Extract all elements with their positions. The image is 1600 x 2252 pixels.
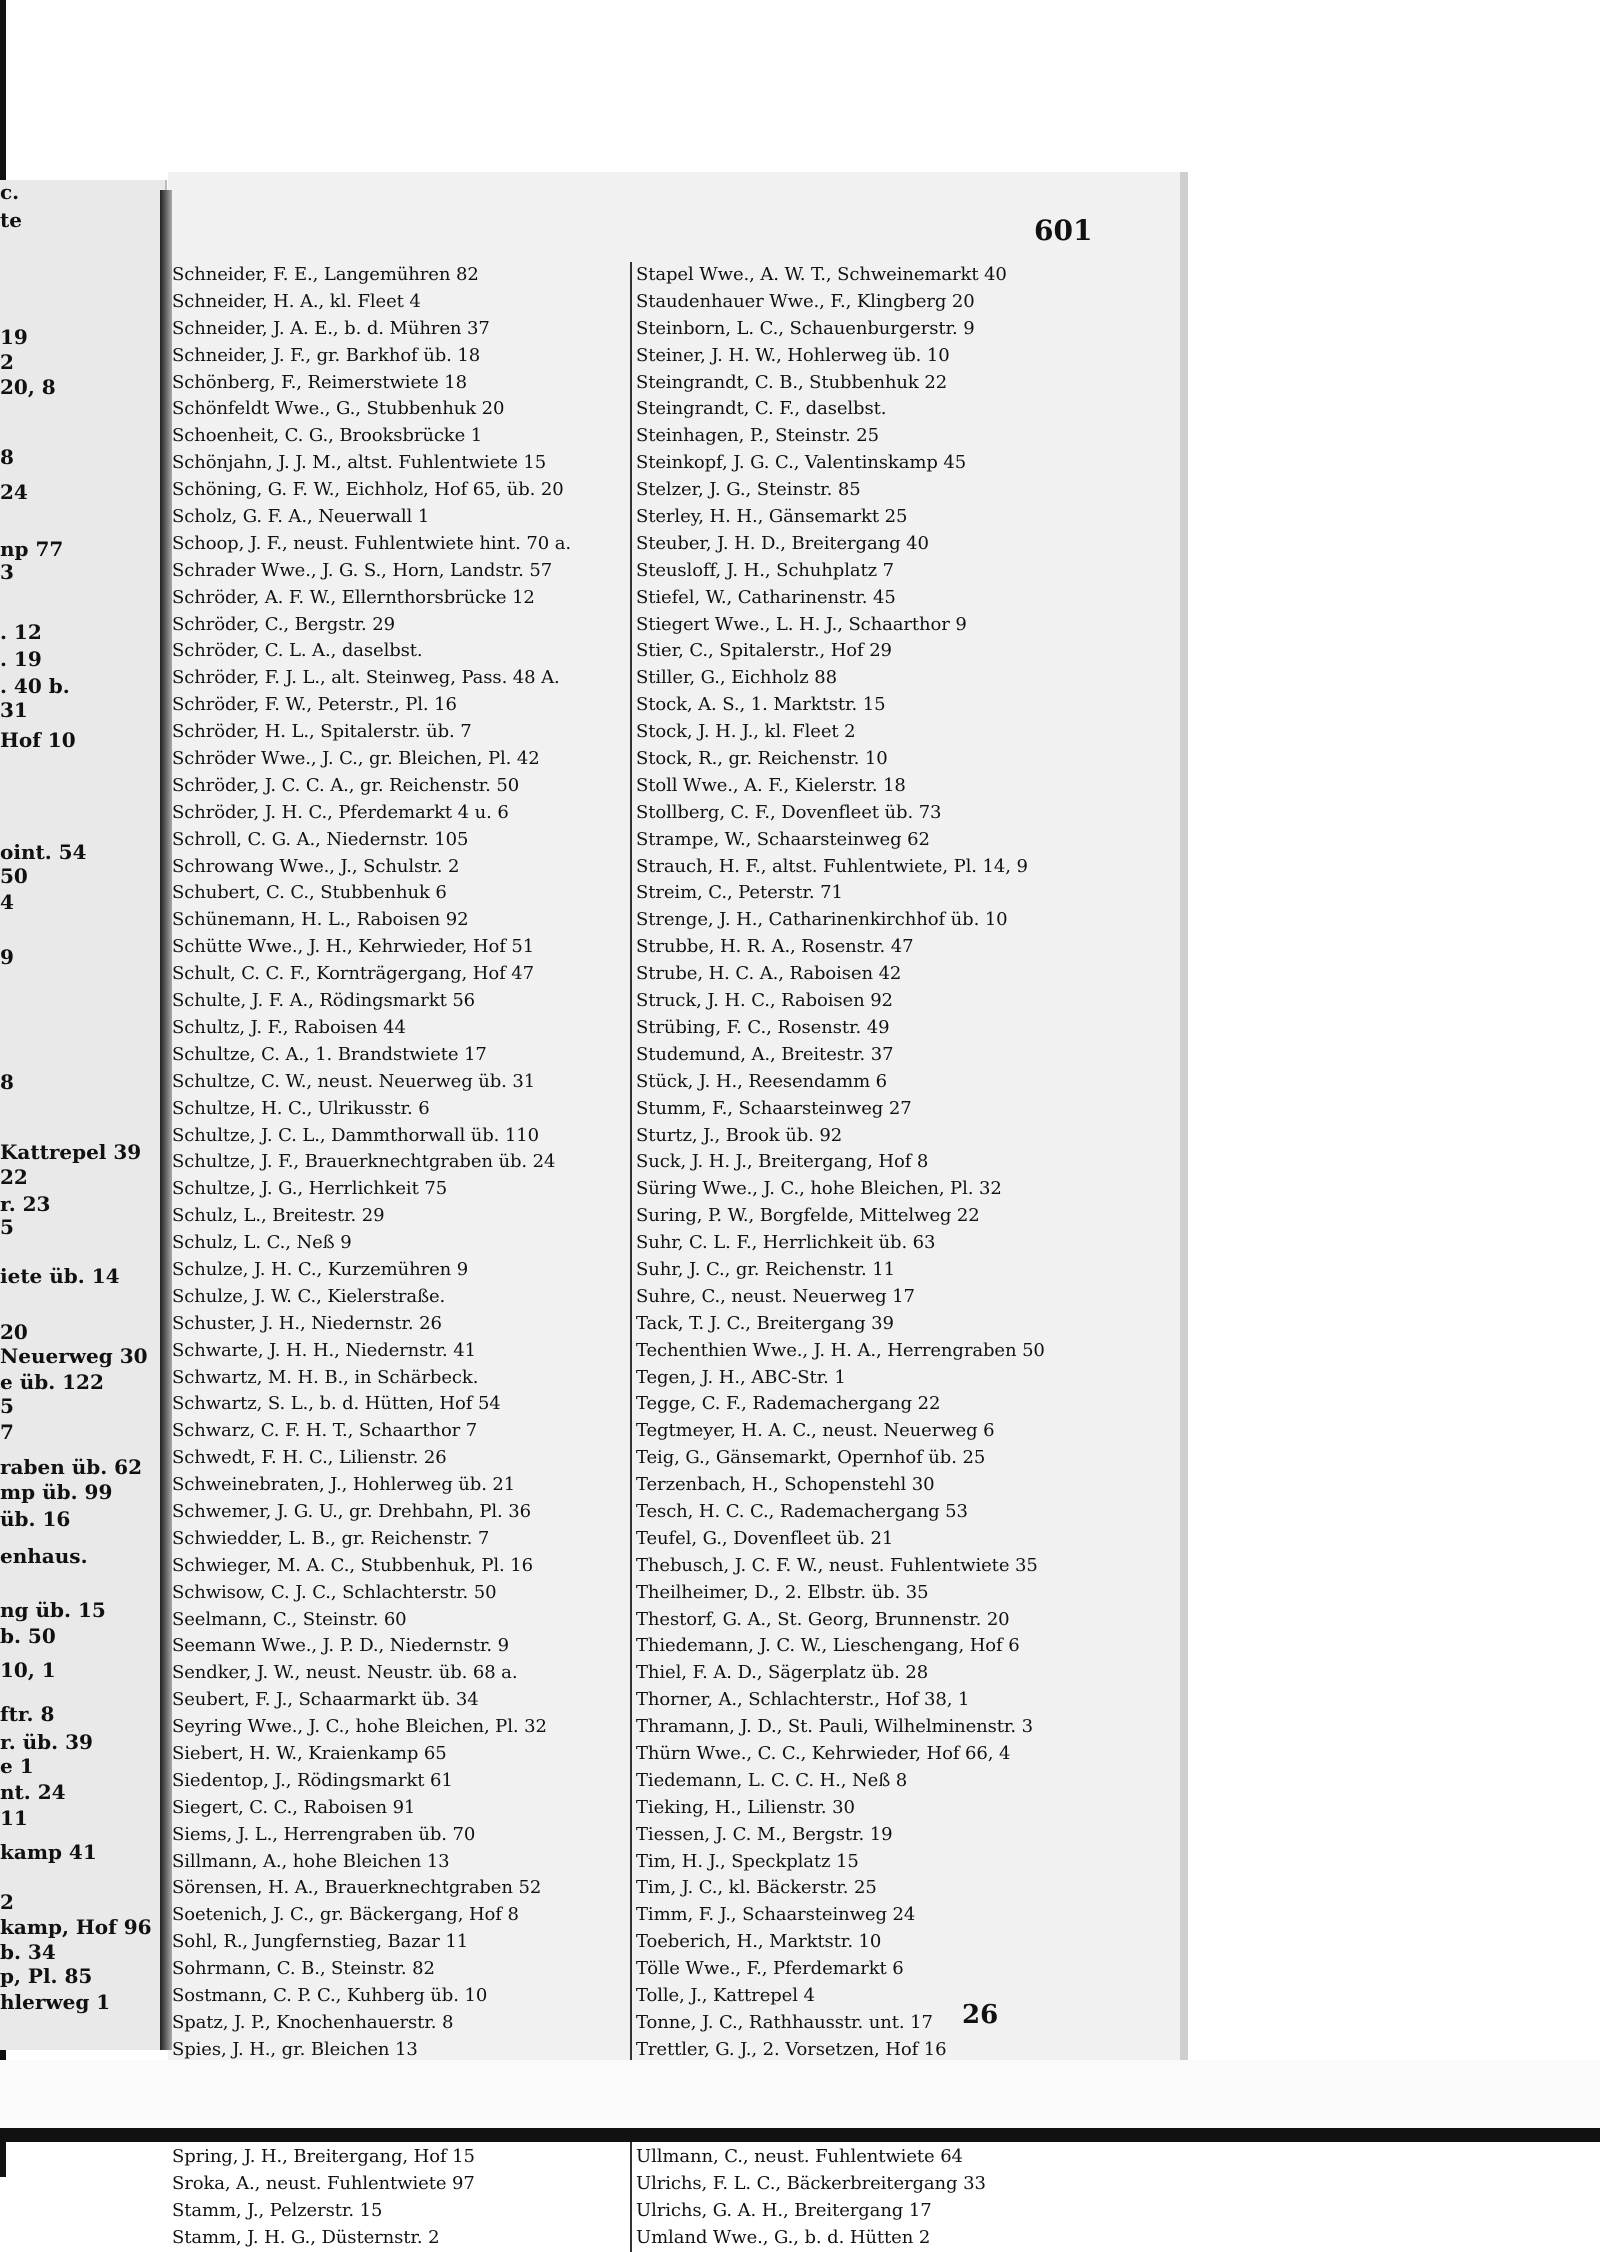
directory-entry: Schulte, J. F. A., Rödingsmarkt 56 — [172, 990, 476, 1012]
directory-entry: Ulrichs, F. L. C., Bäckerbreitergang 33 — [636, 2173, 986, 2195]
directory-entry: Sroka, A., neust. Fuhlentwiete 97 — [172, 2173, 475, 2195]
directory-entry: Schneider, J. F., gr. Barkhof üb. 18 — [172, 344, 481, 366]
directory-entry: Strenge, J. H., Catharinenkirchhof üb. 10 — [636, 909, 1008, 931]
left-page-text-fragment: 2 — [0, 1890, 14, 1914]
directory-entry: Spring, J. H., Breitergang, Hof 15 — [172, 2146, 475, 2168]
directory-entry: Steinkopf, J. G. C., Valentinskamp 45 — [636, 452, 967, 474]
left-page-text-fragment: üb. 16 — [0, 1507, 71, 1531]
directory-entry: Schrader Wwe., J. G. S., Horn, Landstr. 57 — [172, 559, 553, 581]
directory-entry: Steingrandt, C. B., Stubbenhuk 22 — [636, 371, 948, 393]
directory-entry: Tiedemann, L. C. C. H., Neß 8 — [636, 1769, 908, 1791]
directory-entry: Schubert, C. C., Stubbenhuk 6 — [172, 882, 447, 904]
left-page-text-fragment: 20 — [0, 1320, 28, 1344]
printer-signature: 26 — [962, 2000, 999, 2030]
left-page-text-fragment: hlerweg 1 — [0, 1990, 111, 2014]
directory-entry: Schröder, J. C. C. A., gr. Reichenstr. 50 — [172, 774, 520, 796]
left-page-text-fragment: . 19 — [0, 647, 42, 671]
directory-entry: Schönjahn, J. J. M., altst. Fuhlentwiete 15 — [172, 452, 547, 474]
directory-entry: Steusloff, J. H., Schuhplatz 7 — [636, 559, 894, 581]
directory-entry: Schünemann, H. L., Raboisen 92 — [172, 909, 469, 931]
left-page-text-fragment: kamp 41 — [0, 1840, 97, 1864]
directory-entry: Tim, H. J., Speckplatz 15 — [636, 1850, 859, 1872]
directory-entry: Teig, G., Gänsemarkt, Opernhof üb. 25 — [636, 1447, 986, 1469]
left-page-text-fragment: e 1 — [0, 1754, 34, 1778]
left-page-text-fragment: 4 — [0, 890, 14, 914]
directory-entry: Schönberg, F., Reimerstwiete 18 — [172, 371, 468, 393]
left-page-text-fragment: b. 34 — [0, 1940, 56, 1964]
left-page-text-fragment: Kattrepel 39 — [0, 1140, 142, 1164]
left-page-text-fragment: Neuerweg 30 — [0, 1344, 148, 1368]
directory-entry: Sörensen, H. A., Brauerknechtgraben 52 — [172, 1877, 542, 1899]
directory-entry: Thestorf, G. A., St. Georg, Brunnenstr. 20 — [636, 1608, 1010, 1630]
directory-entry: Schwartz, S. L., b. d. Hütten, Hof 54 — [172, 1393, 501, 1415]
directory-entry: Sostmann, C. P. C., Kuhberg üb. 10 — [172, 1985, 488, 2006]
directory-entry: Schoenheit, C. G., Brooksbrücke 1 — [172, 425, 483, 447]
directory-entry: Sendker, J. W., neust. Neustr. üb. 68 a. — [172, 1662, 518, 1684]
directory-entry: Thramann, J. D., St. Pauli, Wilhelminenstr. 3 — [636, 1716, 1034, 1738]
directory-entry: Schulze, J. H. C., Kurzemühren 9 — [172, 1258, 469, 1280]
directory-entry: Schröder, H. L., Spitalerstr. üb. 7 — [172, 721, 472, 743]
directory-entry: Schröder, F. W., Peterstr., Pl. 16 — [172, 694, 457, 716]
directory-entry: Stelzer, J. G., Steinstr. 85 — [636, 479, 861, 501]
directory-entry: Schultze, C. W., neust. Neuerweg üb. 31 — [172, 1070, 536, 1092]
directory-entry: Soetenich, J. C., gr. Bäckergang, Hof 8 — [172, 1904, 519, 1926]
directory-entry: Schultze, H. C., Ulrikusstr. 6 — [172, 1097, 430, 1119]
directory-entry: Schult, C. C. F., Kornträgergang, Hof 47 — [172, 963, 535, 985]
directory-entry: Schulze, J. W. C., Kielerstraße. — [172, 1285, 446, 1307]
directory-entry: Tack, T. J. C., Breitergang 39 — [636, 1312, 894, 1334]
left-page-text-fragment: p, Pl. 85 — [0, 1964, 93, 1988]
directory-entry: Sterley, H. H., Gänsemarkt 25 — [636, 506, 908, 528]
left-page-text-fragment: 22 — [0, 1165, 28, 1189]
directory-entry: Toeberich, H., Marktstr. 10 — [636, 1931, 882, 1953]
left-page-text-fragment: 19 — [0, 325, 28, 349]
left-page-text-fragment: raben üb. 62 — [0, 1455, 142, 1479]
directory-entry: Steingrandt, C. F., daselbst. — [636, 398, 887, 420]
directory-entry: Ulrichs, G. A. H., Breitergang 17 — [636, 2200, 932, 2222]
directory-entry: Tegtmeyer, H. A. C., neust. Neuerweg 6 — [636, 1420, 995, 1442]
left-page-text-fragment: np 77 — [0, 537, 64, 561]
directory-entry: Struck, J. H. C., Raboisen 92 — [636, 990, 893, 1012]
directory-entry: Thiel, F. A. D., Sägerplatz üb. 28 — [636, 1662, 929, 1684]
left-page-text-fragment: 50 — [0, 864, 28, 888]
left-page-text-fragment: kamp, Hof 96 — [0, 1915, 152, 1939]
directory-entry: Strübing, F. C., Rosenstr. 49 — [636, 1016, 890, 1038]
directory-entry: Thürn Wwe., C. C., Kehrwieder, Hof 66, 4 — [636, 1742, 1011, 1764]
directory-entry: Stock, J. H. J., kl. Fleet 2 — [636, 721, 856, 743]
left-page-text-fragment: 9 — [0, 945, 14, 969]
left-page-text-fragment: nt. 24 — [0, 1780, 66, 1804]
directory-entry: Stock, R., gr. Reichenstr. 10 — [636, 748, 888, 770]
directory-entry: Schwieger, M. A. C., Stubbenhuk, Pl. 16 — [172, 1554, 533, 1576]
directory-entry: Schwarte, J. H. H., Niedernstr. 41 — [172, 1339, 476, 1361]
directory-entry: Schröder, F. J. L., alt. Steinweg, Pass. 48 A. — [172, 667, 560, 689]
directory-entry: Spies, J. H., gr. Bleichen 13 — [172, 2038, 418, 2060]
directory-entry: Schwiedder, L. B., gr. Reichenstr. 7 — [172, 1527, 490, 1549]
left-page-text-fragment: b. 50 — [0, 1624, 56, 1648]
directory-entry: Steuber, J. H. D., Breitergang 40 — [636, 532, 929, 554]
directory-entry: Siedentop, J., Rödingsmarkt 61 — [172, 1769, 453, 1791]
directory-column-1 — [172, 262, 632, 2252]
directory-entry: Schuster, J. H., Niedernstr. 26 — [172, 1312, 442, 1334]
directory-entry: Theilheimer, D., 2. Elbstr. üb. 35 — [636, 1581, 929, 1603]
directory-entry: Suck, J. H. J., Breitergang, Hof 8 — [636, 1151, 929, 1173]
directory-entry: Schroll, C. G. A., Niedernstr. 105 — [172, 828, 469, 850]
left-page-text-fragment: ftr. 8 — [0, 1702, 55, 1726]
directory-entry: Suhr, C. L. F., Herrlichkeit üb. 63 — [636, 1232, 936, 1254]
directory-entry: Sohl, R., Jungfernstieg, Bazar 11 — [172, 1931, 469, 1953]
directory-entry: Tim, J. C., kl. Bäckerstr. 25 — [636, 1877, 877, 1899]
directory-entry: Schrowang Wwe., J., Schulstr. 2 — [172, 855, 460, 877]
directory-entry: Stapel Wwe., A. W. T., Schweinemarkt 40 — [636, 264, 1007, 285]
page-number: 601 — [1034, 214, 1093, 247]
directory-entry: Seelmann, C., Steinstr. 60 — [172, 1608, 407, 1630]
left-page-text-fragment: 31 — [0, 698, 28, 722]
directory-entry: Strauch, H. F., altst. Fuhlentwiete, Pl. 14, 9 — [636, 855, 1028, 877]
directory-entry: Stollberg, C. F., Dovenfleet üb. 73 — [636, 801, 942, 823]
book-fold — [160, 190, 172, 2050]
directory-entry: Tölle Wwe., F., Pferdemarkt 6 — [636, 1958, 904, 1980]
directory-entry: Spatz, J. P., Knochenhauerstr. 8 — [172, 2011, 454, 2033]
directory-entry: Schulz, L., Breitestr. 29 — [172, 1205, 385, 1227]
directory-entry: Stück, J. H., Reesendamm 6 — [636, 1070, 888, 1092]
directory-entry: Timm, F. J., Schaarsteinweg 24 — [636, 1904, 916, 1926]
directory-entry: Schöning, G. F. W., Eichholz, Hof 65, üb. 20 — [172, 479, 564, 501]
directory-entry: Schultze, J. C. L., Dammthorwall üb. 110 — [172, 1124, 539, 1146]
directory-entry: Trettler, G. J., 2. Vorsetzen, Hof 16 — [636, 2038, 947, 2060]
directory-entry: Schwartz, M. H. B., in Schärbeck. — [172, 1366, 479, 1388]
left-page-text-fragment: 5 — [0, 1394, 14, 1418]
left-page-text-fragment: . 40 b. — [0, 674, 70, 698]
directory-entry: Suhre, C., neust. Neuerweg 17 — [636, 1285, 915, 1307]
directory-column-2 — [630, 262, 1126, 2252]
directory-entry: Stamm, J. H. G., Düsternstr. 2 — [172, 2227, 440, 2249]
left-page-fragment — [0, 180, 167, 2050]
left-page-text-fragment: iete üb. 14 — [0, 1264, 120, 1288]
directory-entry: Schneider, H. A., kl. Fleet 4 — [172, 290, 421, 312]
directory-entry: Schröder Wwe., J. C., gr. Bleichen, Pl. 42 — [172, 748, 540, 770]
directory-entry: Schultz, J. F., Raboisen 44 — [172, 1016, 406, 1038]
directory-entry: Siegert, C. C., Raboisen 91 — [172, 1796, 416, 1818]
directory-entry: Streim, C., Peterstr. 71 — [636, 882, 843, 904]
left-page-text-fragment: 11 — [0, 1806, 28, 1830]
directory-entry: Schwedt, F. H. C., Lilienstr. 26 — [172, 1447, 447, 1469]
left-page-text-fragment: r. 23 — [0, 1192, 51, 1216]
left-page-text-fragment: 3 — [0, 560, 14, 584]
directory-entry: Süring Wwe., J. C., hohe Bleichen, Pl. 32 — [636, 1178, 1002, 1200]
directory-entry: Schwarz, C. F. H. T., Schaarthor 7 — [172, 1420, 478, 1442]
directory-entry: Steinhagen, P., Steinstr. 25 — [636, 425, 879, 447]
directory-entry: Terzenbach, H., Schopenstehl 30 — [636, 1474, 935, 1496]
directory-entry: Tiessen, J. C. M., Bergstr. 19 — [636, 1823, 893, 1845]
left-page-text-fragment: 2 — [0, 350, 14, 374]
directory-entry: Seemann Wwe., J. P. D., Niedernstr. 9 — [172, 1635, 510, 1657]
left-page-text-fragment: c. — [0, 180, 20, 204]
directory-entry: Strube, H. C. A., Raboisen 42 — [636, 963, 902, 985]
directory-entry: Suhr, J. C., gr. Reichenstr. 11 — [636, 1258, 895, 1280]
directory-entry: Tieking, H., Lilienstr. 30 — [636, 1796, 855, 1818]
directory-entry: Stumm, F., Schaarsteinweg 27 — [636, 1097, 912, 1119]
directory-entry: Strubbe, H. R. A., Rosenstr. 47 — [636, 936, 914, 958]
left-page-text-fragment: e üb. 122 — [0, 1370, 104, 1394]
directory-entry: Schwemer, J. G. U., gr. Drehbahn, Pl. 36 — [172, 1500, 531, 1522]
left-page-text-fragment: 7 — [0, 1420, 14, 1444]
directory-entry: Tegge, C. F., Rademachergang 22 — [636, 1393, 941, 1415]
directory-entry: Tolle, J., Kattrepel 4 — [636, 1985, 815, 2006]
directory-entry: Stoll Wwe., A. F., Kielerstr. 18 — [636, 774, 906, 796]
directory-entry: Thebusch, J. C. F. W., neust. Fuhlentwiete 35 — [636, 1554, 1038, 1576]
directory-entry: Teufel, G., Dovenfleet üb. 21 — [636, 1527, 894, 1549]
scan-border — [0, 2128, 1600, 2142]
directory-entry: Schultze, J. F., Brauerknechtgraben üb. 24 — [172, 1151, 556, 1173]
directory-entry: Scholz, G. F. A., Neuerwall 1 — [172, 506, 430, 528]
directory-entry: Schönfeldt Wwe., G., Stubbenhuk 20 — [172, 398, 505, 420]
directory-entry: Thorner, A., Schlachterstr., Hof 38, 1 — [636, 1689, 970, 1711]
left-page-text-fragment: mp üb. 99 — [0, 1480, 113, 1504]
left-page-text-fragment: 20, 8 — [0, 375, 56, 399]
directory-entry: Thiedemann, J. C. W., Lieschengang, Hof 6 — [636, 1635, 1020, 1657]
left-page-text-fragment: ng üb. 15 — [0, 1598, 106, 1622]
directory-entry: Siebert, H. W., Kraienkamp 65 — [172, 1742, 447, 1764]
directory-entry: Schröder, C., Bergstr. 29 — [172, 613, 395, 635]
directory-entry: Stiefel, W., Catharinenstr. 45 — [636, 586, 896, 608]
scan-background — [0, 2060, 1600, 2128]
directory-entry: Stiller, G., Eichholz 88 — [636, 667, 837, 689]
directory-entry: Studemund, A., Breitestr. 37 — [636, 1043, 894, 1065]
directory-entry: Schultze, C. A., 1. Brandstwiete 17 — [172, 1043, 487, 1065]
left-page-text-fragment: 8 — [0, 445, 14, 469]
directory-entry: Siems, J. L., Herrengraben üb. 70 — [172, 1823, 476, 1845]
directory-entry: Steiner, J. H. W., Hohlerweg üb. 10 — [636, 344, 950, 366]
directory-entry: Sturtz, J., Brook üb. 92 — [636, 1124, 843, 1146]
directory-entry: Seubert, F. J., Schaarmarkt üb. 34 — [172, 1689, 479, 1711]
directory-entry: Suring, P. W., Borgfelde, Mittelweg 22 — [636, 1205, 980, 1227]
directory-entry: Sillmann, A., hohe Bleichen 13 — [172, 1850, 450, 1872]
left-page-text-fragment: 8 — [0, 1070, 14, 1094]
directory-entry: Techenthien Wwe., J. H. A., Herrengraben 50 — [636, 1339, 1045, 1361]
directory-entry: Stamm, J., Pelzerstr. 15 — [172, 2200, 383, 2222]
directory-entry: Schulz, L. C., Neß 9 — [172, 1232, 352, 1254]
directory-entry: Ullmann, C., neust. Fuhlentwiete 64 — [636, 2146, 963, 2168]
page-edge — [1180, 172, 1188, 2060]
directory-entry: Stiegert Wwe., L. H. J., Schaarthor 9 — [636, 613, 967, 635]
directory-entry: Schneider, F. E., Langemühren 82 — [172, 264, 479, 285]
directory-entry: Schröder, A. F. W., Ellernthorsbrücke 12 — [172, 586, 535, 608]
directory-entry: Schröder, J. H. C., Pferdemarkt 4 u. 6 — [172, 801, 509, 823]
left-page-text-fragment: 5 — [0, 1215, 14, 1239]
directory-entry: Seyring Wwe., J. C., hohe Bleichen, Pl. 32 — [172, 1716, 547, 1738]
directory-entry: Tesch, H. C. C., Rademachergang 53 — [636, 1500, 968, 1522]
directory-entry: Tegen, J. H., ABC-Str. 1 — [636, 1366, 846, 1388]
directory-entry: Stier, C., Spitalerstr., Hof 29 — [636, 640, 892, 662]
directory-entry: Schoop, J. F., neust. Fuhlentwiete hint. 70 a. — [172, 532, 571, 554]
left-page-text-fragment: . 12 — [0, 620, 42, 644]
left-page-text-fragment: 10, 1 — [0, 1658, 56, 1682]
directory-entry: Schweinebraten, J., Hohlerweg üb. 21 — [172, 1474, 516, 1496]
left-page-text-fragment: r. üb. 39 — [0, 1730, 93, 1754]
left-page-text-fragment: 24 — [0, 480, 28, 504]
left-page-text-fragment: Hof 10 — [0, 728, 76, 752]
directory-entry: Sohrmann, C. B., Steinstr. 82 — [172, 1958, 435, 1980]
directory-entry: Schröder, C. L. A., daselbst. — [172, 640, 423, 662]
directory-entry: Schneider, J. A. E., b. d. Mühren 37 — [172, 317, 490, 339]
directory-entry: Schwisow, C. J. C., Schlachterstr. 50 — [172, 1581, 497, 1603]
directory-entry: Umland Wwe., G., b. d. Hütten 2 — [636, 2227, 931, 2249]
directory-entry: Schütte Wwe., J. H., Kehrwieder, Hof 51 — [172, 936, 535, 958]
left-page-text-fragment: oint. 54 — [0, 840, 87, 864]
directory-entry: Steinborn, L. C., Schauenburgerstr. 9 — [636, 317, 975, 339]
left-page-text-fragment: te — [0, 208, 22, 232]
directory-entry: Stock, A. S., 1. Marktstr. 15 — [636, 694, 886, 716]
directory-entry: Strampe, W., Schaarsteinweg 62 — [636, 828, 930, 850]
left-page-text-fragment: enhaus. — [0, 1544, 88, 1568]
directory-entry: Schultze, J. G., Herrlichkeit 75 — [172, 1178, 448, 1200]
directory-entry: Staudenhauer Wwe., F., Klingberg 20 — [636, 290, 975, 312]
directory-entry: Tonne, J. C., Rathhausstr. unt. 17 — [636, 2011, 933, 2033]
